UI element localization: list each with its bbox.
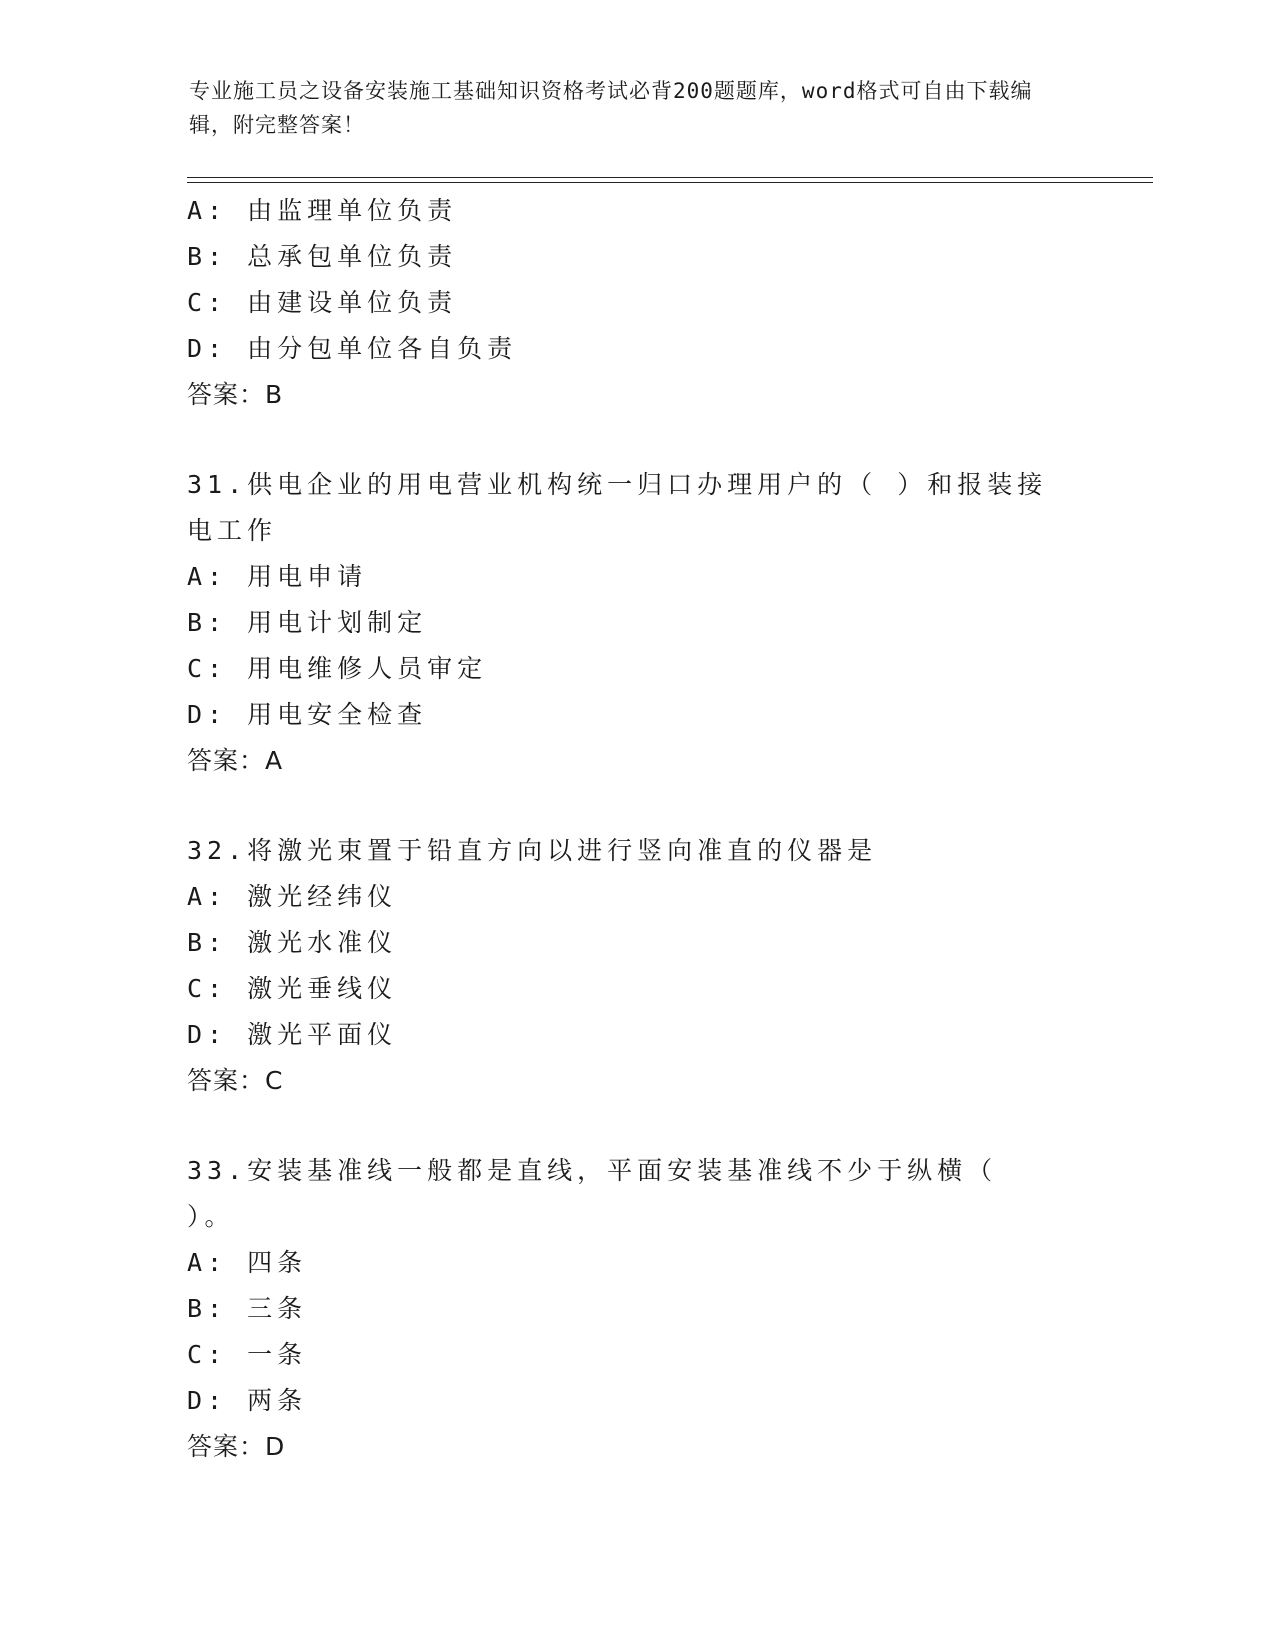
option-c: C: 用电维修人员审定 <box>187 654 488 683</box>
question-text: 33.安装基准线一般都是直线，平面安装基准线不少于纵横（ ）。 <box>187 1156 998 1231</box>
question-block-33 <box>187 1148 1087 1470</box>
option-b: B: 三条 <box>187 1294 308 1323</box>
option-d: D: 由分包单位各自负责 <box>187 334 518 363</box>
question-block-31 <box>187 462 1087 784</box>
spacer <box>187 1104 1087 1148</box>
answer-label: 答案：C <box>187 1066 284 1095</box>
spacer <box>187 418 1087 462</box>
option-b: B: 激光水准仪 <box>187 928 398 957</box>
option-d: D: 用电安全检查 <box>187 700 428 729</box>
option-a: A: 用电申请 <box>187 562 368 591</box>
header-divider-bottom <box>187 182 1153 183</box>
answer-label: 答案：D <box>187 1432 286 1461</box>
question-block-32 <box>187 828 1087 1104</box>
option-c: C: 由建设单位负责 <box>187 288 458 317</box>
option-c: C: 激光垂线仪 <box>187 974 398 1003</box>
option-d: D: 激光平面仪 <box>187 1020 398 1049</box>
option-b: B: 用电计划制定 <box>187 608 428 637</box>
option-b: B: 总承包单位负责 <box>187 242 458 271</box>
question-content <box>187 188 1087 1470</box>
question-text: 32.将激光束置于铅直方向以进行竖向准直的仪器是 <box>187 836 878 865</box>
answer-label: 答案：B <box>187 380 284 409</box>
option-a: A: 由监理单位负责 <box>187 196 458 225</box>
option-a: A: 四条 <box>187 1248 308 1277</box>
answer-label: 答案：A <box>187 746 284 775</box>
document-header: 专业施工员之设备安装施工基础知识资格考试必背200题题库，word格式可自由下载编辑，附完整答案！ <box>189 79 1033 137</box>
spacer <box>187 784 1087 828</box>
header-divider-top <box>187 177 1153 178</box>
option-d: D: 两条 <box>187 1386 308 1415</box>
option-c: C: 一条 <box>187 1340 308 1369</box>
option-a: A: 激光经纬仪 <box>187 882 398 911</box>
question-block-30 <box>187 188 1087 418</box>
question-text: 31.供电企业的用电营业机构统一归口办理用户的（ ）和报装接电工作 <box>187 470 1048 545</box>
